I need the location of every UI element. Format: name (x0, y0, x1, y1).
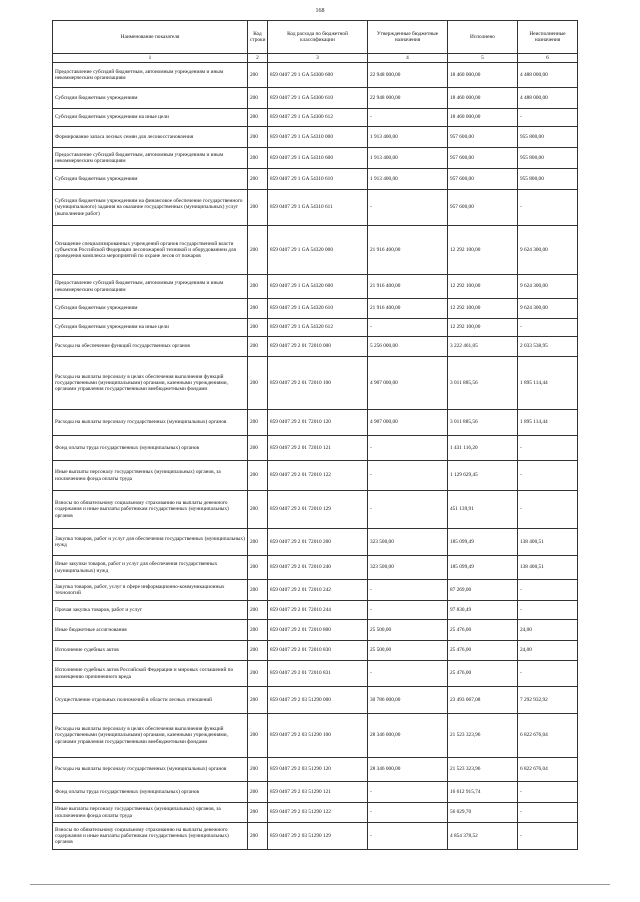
row-unexecuted-cell: 2 033 538,95 (518, 337, 578, 357)
table-row (53, 109, 578, 127)
table-row (53, 88, 578, 109)
row-unexecuted-cell: 955 800,00 (518, 169, 578, 190)
row-approved-cell: - (368, 601, 448, 620)
row-code-cell: 200 (248, 109, 268, 127)
table-row (53, 190, 578, 226)
table-row (53, 275, 578, 299)
row-kbk-cell: 859 0407 29 2 03 51290 120 (268, 758, 368, 782)
column-number: 3 (268, 54, 368, 63)
row-unexecuted-cell: - (518, 803, 578, 823)
table-row (53, 357, 578, 410)
row-code-cell: 200 (248, 169, 268, 190)
row-approved-cell: 30 786 000,00 (368, 687, 448, 714)
row-name-cell: Взносы по обязательному социальному страхованию на выплаты денежного содержания и иные выплаты работникам государственных (муниципальных) органов (53, 491, 248, 529)
row-executed-cell: 12 292 100,00 (448, 226, 518, 275)
column-number: 5 (448, 54, 518, 63)
row-executed-cell: 12 292 100,00 (448, 299, 518, 319)
table-row (53, 823, 578, 850)
row-code-cell: 200 (248, 803, 268, 823)
row-name-cell: Взносы по обязательному социальному страхованию на выплаты денежного содержания и иные выплаты работникам государственных (муниципальных) органов (53, 823, 248, 850)
row-name-cell: Расходы на выплаты персоналу государственных (муниципальных) органов (53, 758, 248, 782)
row-kbk-cell: 859 0407 29 2 01 72010 240 (268, 556, 368, 580)
row-kbk-cell: 859 0407 29 1 GA 54310 000 (268, 127, 368, 148)
row-unexecuted-cell: 955 800,00 (518, 127, 578, 148)
row-executed-cell: 3 222 461,05 (448, 337, 518, 357)
row-kbk-cell: 859 0407 29 1 GA 54320 612 (268, 319, 368, 337)
row-kbk-cell: 859 0407 29 2 01 72010 129 (268, 491, 368, 529)
row-name-cell: Предоставление субсидий бюджетным, автономным учреждениям и иным некоммерческим организациям (53, 275, 248, 299)
row-approved-cell: 25 500,00 (368, 641, 448, 661)
row-executed-cell: 18 460 000,00 (448, 88, 518, 109)
row-name-cell: Осуществление отдельных полномочий в области лесных отношений (53, 687, 248, 714)
row-kbk-cell: 859 0407 29 2 01 72010 000 (268, 337, 368, 357)
row-unexecuted-cell: - (518, 580, 578, 601)
row-kbk-cell: 859 0407 29 2 01 72010 830 (268, 641, 368, 661)
row-code-cell: 200 (248, 275, 268, 299)
row-unexecuted-cell: - (518, 491, 578, 529)
row-code-cell: 200 (248, 823, 268, 850)
row-kbk-cell: 859 0407 29 2 03 51290 000 (268, 687, 368, 714)
row-code-cell: 200 (248, 758, 268, 782)
row-unexecuted-cell: - (518, 461, 578, 491)
table-row (53, 714, 578, 758)
row-approved-cell: - (368, 782, 448, 803)
row-code-cell: 200 (248, 410, 268, 436)
row-name-cell: Иные закупки товаров, работ и услуг для обеспечения государственных (муниципальных) нужд (53, 556, 248, 580)
row-code-cell: 200 (248, 127, 268, 148)
row-name-cell: Исполнение судебных актов (53, 641, 248, 661)
row-approved-cell: 323 500,00 (368, 556, 448, 580)
row-executed-cell: 25 476,00 (448, 620, 518, 641)
table-row (53, 758, 578, 782)
column-numbers-row (53, 54, 578, 63)
row-unexecuted-cell: 138 400,51 (518, 556, 578, 580)
row-approved-cell: - (368, 803, 448, 823)
row-code-cell: 200 (248, 63, 268, 88)
row-code-cell: 200 (248, 782, 268, 803)
row-kbk-cell: 859 0407 29 1 GA 54310 611 (268, 190, 368, 226)
row-executed-cell: 97 830,49 (448, 601, 518, 620)
header-approved: Утвержденные бюджетные назначения (368, 21, 448, 54)
header-unexecuted: Неисполненные назначения (518, 21, 578, 54)
table-row (53, 491, 578, 529)
row-unexecuted-cell: - (518, 319, 578, 337)
row-unexecuted-cell: 955 800,00 (518, 148, 578, 169)
row-executed-cell: 12 292 100,00 (448, 319, 518, 337)
row-approved-cell: - (368, 491, 448, 529)
table-row (53, 169, 578, 190)
row-executed-cell: 185 099,49 (448, 529, 518, 556)
row-unexecuted-cell: 24,00 (518, 620, 578, 641)
row-approved-cell: - (368, 436, 448, 461)
row-name-cell: Субсидии бюджетным учреждениям на иные цели (53, 319, 248, 337)
row-name-cell: Субсидии бюджетным учреждениям (53, 169, 248, 190)
row-code-cell: 200 (248, 357, 268, 410)
page-number: 168 (315, 8, 325, 14)
row-executed-cell: 4 854 378,52 (448, 823, 518, 850)
row-executed-cell: 87 269,00 (448, 580, 518, 601)
table-row (53, 641, 578, 661)
row-executed-cell: 1 129 629,45 (448, 461, 518, 491)
row-executed-cell: 25 476,00 (448, 661, 518, 687)
table-row (53, 410, 578, 436)
row-kbk-cell: 859 0407 29 1 GA 54300 600 (268, 63, 368, 88)
row-unexecuted-cell: 9 624 300,00 (518, 226, 578, 275)
table-row (53, 620, 578, 641)
row-kbk-cell: 859 0407 29 1 GA 54310 600 (268, 148, 368, 169)
row-approved-cell: - (368, 823, 448, 850)
row-approved-cell: - (368, 580, 448, 601)
header-kbk: Код расхода по бюджетной классификации (268, 21, 368, 54)
row-approved-cell: 4 907 000,00 (368, 410, 448, 436)
row-executed-cell: 21 523 323,96 (448, 714, 518, 758)
row-kbk-cell: 859 0407 29 2 03 51290 100 (268, 714, 368, 758)
table-row (53, 461, 578, 491)
row-code-cell: 200 (248, 714, 268, 758)
row-kbk-cell: 859 0407 29 2 01 72010 121 (268, 436, 368, 461)
row-name-cell: Расходы на выплаты персоналу в целях обеспечения выполнения функций государственными (муниципальными) органами, казенными учреждениями, органами управления государственными внебюджетными фондами (53, 357, 248, 410)
row-kbk-cell: 859 0407 29 2 01 72010 120 (268, 410, 368, 436)
table-row (53, 687, 578, 714)
row-unexecuted-cell: 24,00 (518, 641, 578, 661)
row-code-cell: 200 (248, 491, 268, 529)
row-unexecuted-cell: 138 400,51 (518, 529, 578, 556)
row-approved-cell: 25 500,00 (368, 620, 448, 641)
row-code-cell: 200 (248, 337, 268, 357)
row-code-cell: 200 (248, 661, 268, 687)
row-name-cell: Оснащение специализированных учреждений органов государственной власти субъектов Российской Федерации лесопожарной техникой и оборудованием для проведения комплекса мероприятий по охране лесов от пожаров (53, 226, 248, 275)
row-approved-cell: - (368, 461, 448, 491)
row-approved-cell: 28 346 000,00 (368, 714, 448, 758)
row-approved-cell: 1 913 400,00 (368, 148, 448, 169)
row-approved-cell: 22 948 000,00 (368, 88, 448, 109)
row-kbk-cell: 859 0407 29 2 03 51290 129 (268, 823, 368, 850)
table-row (53, 436, 578, 461)
row-unexecuted-cell: 4 488 000,00 (518, 88, 578, 109)
row-executed-cell: 23 493 067,08 (448, 687, 518, 714)
row-name-cell: Расходы на выплаты персоналу государственных (муниципальных) органов (53, 410, 248, 436)
row-executed-cell: 957 600,00 (448, 190, 518, 226)
header-name: Наименование показателя (53, 21, 248, 54)
row-kbk-cell: 859 0407 29 2 01 72010 122 (268, 461, 368, 491)
column-number: 2 (248, 54, 268, 63)
row-kbk-cell: 859 0407 29 2 01 72010 200 (268, 529, 368, 556)
row-approved-cell: 21 916 400,00 (368, 275, 448, 299)
row-executed-cell: 18 460 000,00 (448, 63, 518, 88)
row-unexecuted-cell: - (518, 661, 578, 687)
row-kbk-cell: 859 0407 29 1 GA 54310 610 (268, 169, 368, 190)
row-unexecuted-cell: - (518, 436, 578, 461)
column-number: 6 (518, 54, 578, 63)
row-code-cell: 200 (248, 299, 268, 319)
row-code-cell: 200 (248, 436, 268, 461)
row-name-cell: Прочая закупка товаров, работ и услуг (53, 601, 248, 620)
row-executed-cell: 3 011 885,56 (448, 357, 518, 410)
row-code-cell: 200 (248, 580, 268, 601)
row-code-cell: 200 (248, 148, 268, 169)
table-row (53, 556, 578, 580)
row-unexecuted-cell: 4 488 000,00 (518, 63, 578, 88)
row-code-cell: 200 (248, 461, 268, 491)
row-name-cell: Субсидии бюджетным учреждениям на финансовое обеспечение государственного (муниципального) задания на оказание государственных (муниципальных) услуг (выполнение работ) (53, 190, 248, 226)
row-name-cell: Расходы на обеспечение функций государственных органов (53, 337, 248, 357)
row-name-cell: Субсидии бюджетным учреждениям (53, 88, 248, 109)
row-unexecuted-cell: - (518, 782, 578, 803)
table-row (53, 661, 578, 687)
row-code-cell: 200 (248, 190, 268, 226)
row-kbk-cell: 859 0407 29 2 01 72010 800 (268, 620, 368, 641)
row-name-cell: Иные бюджетные ассигнования (53, 620, 248, 641)
row-name-cell: Предоставление субсидий бюджетным, автономным учреждениям и иным некоммерческим организациям (53, 63, 248, 88)
row-executed-cell: 18 460 000,00 (448, 109, 518, 127)
row-unexecuted-cell: - (518, 109, 578, 127)
row-approved-cell: 21 916 400,00 (368, 299, 448, 319)
row-code-cell: 200 (248, 226, 268, 275)
row-executed-cell: 3 011 885,56 (448, 410, 518, 436)
row-name-cell: Фонд оплаты труда государственных (муниципальных) органов (53, 782, 248, 803)
row-name-cell: Закупка товаров, работ, услуг в сфере информационно-коммуникационных технологий (53, 580, 248, 601)
row-unexecuted-cell: - (518, 601, 578, 620)
table-row (53, 337, 578, 357)
row-approved-cell: - (368, 319, 448, 337)
row-kbk-cell: 859 0407 29 2 01 72010 100 (268, 357, 368, 410)
table-row (53, 63, 578, 88)
row-executed-cell: 451 139,91 (448, 491, 518, 529)
row-name-cell: Формирование запаса лесных семян для лесовосстановления (53, 127, 248, 148)
row-executed-cell: 56 029,70 (448, 803, 518, 823)
row-kbk-cell: 859 0407 29 2 03 51290 122 (268, 803, 368, 823)
row-unexecuted-cell: 9 624 300,00 (518, 299, 578, 319)
row-approved-cell: 1 913 400,00 (368, 169, 448, 190)
row-kbk-cell: 859 0407 29 2 01 72010 831 (268, 661, 368, 687)
row-name-cell: Исполнение судебных актов Российской Федерации и мировых соглашений по возмещению причиненного вреда (53, 661, 248, 687)
row-approved-cell: 28 346 000,00 (368, 758, 448, 782)
row-code-cell: 200 (248, 529, 268, 556)
page-bottom-divider (30, 884, 610, 885)
row-unexecuted-cell: 6 822 676,04 (518, 758, 578, 782)
row-kbk-cell: 859 0407 29 1 GA 54320 000 (268, 226, 368, 275)
row-name-cell: Предоставление субсидий бюджетным, автономным учреждениям и иным некоммерческим организациям (53, 148, 248, 169)
row-name-cell: Фонд оплаты труда государственных (муниципальных) органов (53, 436, 248, 461)
row-executed-cell: 957 600,00 (448, 148, 518, 169)
table-body (53, 63, 578, 850)
table-row (53, 226, 578, 275)
row-approved-cell: 1 913 400,00 (368, 127, 448, 148)
row-approved-cell: 5 256 000,00 (368, 337, 448, 357)
column-number: 4 (368, 54, 448, 63)
row-approved-cell: 22 948 000,00 (368, 63, 448, 88)
row-code-cell: 200 (248, 620, 268, 641)
table-header-row (53, 21, 578, 54)
row-unexecuted-cell: 6 822 676,04 (518, 714, 578, 758)
row-kbk-cell: 859 0407 29 1 GA 54320 610 (268, 299, 368, 319)
budget-report-table (52, 20, 578, 850)
row-approved-cell: 323 500,00 (368, 529, 448, 556)
row-unexecuted-cell: 9 624 300,00 (518, 275, 578, 299)
row-executed-cell: 1 431 116,20 (448, 436, 518, 461)
row-code-cell: 200 (248, 641, 268, 661)
row-name-cell: Субсидии бюджетным учреждениям (53, 299, 248, 319)
row-approved-cell: 4 907 000,00 (368, 357, 448, 410)
row-executed-cell: 185 099,49 (448, 556, 518, 580)
row-executed-cell: 16 612 915,74 (448, 782, 518, 803)
row-name-cell: Иные выплаты персоналу государственных (муниципальных) органов, за исключением фонда оплаты труда (53, 803, 248, 823)
table-row (53, 319, 578, 337)
row-name-cell: Иные выплаты персоналу государственных (муниципальных) органов, за исключением фонда оплаты труда (53, 461, 248, 491)
row-approved-cell: - (368, 109, 448, 127)
table-row (53, 782, 578, 803)
row-executed-cell: 21 523 323,96 (448, 758, 518, 782)
row-kbk-cell: 859 0407 29 1 GA 54300 612 (268, 109, 368, 127)
row-executed-cell: 957 600,00 (448, 169, 518, 190)
table-row (53, 148, 578, 169)
table-row (53, 299, 578, 319)
column-number: 1 (53, 54, 248, 63)
table-row (53, 580, 578, 601)
row-code-cell: 200 (248, 88, 268, 109)
row-kbk-cell: 859 0407 29 1 GA 54320 600 (268, 275, 368, 299)
table-row (53, 803, 578, 823)
row-name-cell: Субсидии бюджетным учреждениям на иные цели (53, 109, 248, 127)
row-code-cell: 200 (248, 687, 268, 714)
row-unexecuted-cell: 1 895 114,44 (518, 410, 578, 436)
row-kbk-cell: 859 0407 29 2 01 72010 244 (268, 601, 368, 620)
row-unexecuted-cell: - (518, 823, 578, 850)
row-approved-cell: - (368, 190, 448, 226)
row-unexecuted-cell: 1 895 114,44 (518, 357, 578, 410)
row-executed-cell: 25 476,00 (448, 641, 518, 661)
row-name-cell: Закупка товаров, работ и услуг для обеспечения государственных (муниципальных) нужд (53, 529, 248, 556)
row-code-cell: 200 (248, 319, 268, 337)
row-approved-cell: - (368, 661, 448, 687)
table-row (53, 529, 578, 556)
row-executed-cell: 957 600,00 (448, 127, 518, 148)
row-code-cell: 200 (248, 601, 268, 620)
row-approved-cell: 21 916 400,00 (368, 226, 448, 275)
row-kbk-cell: 859 0407 29 1 GA 54300 610 (268, 88, 368, 109)
header-executed: Исполнено (448, 21, 518, 54)
row-kbk-cell: 859 0407 29 2 03 51290 121 (268, 782, 368, 803)
header-code: Код строки (248, 21, 268, 54)
row-name-cell: Расходы на выплаты персоналу в целях обеспечения выполнения функций государственными (муниципальными) органами, казенными учреждениями, органами управления государственными внебюджетными фондами (53, 714, 248, 758)
row-executed-cell: 12 292 100,00 (448, 275, 518, 299)
row-kbk-cell: 859 0407 29 2 01 72010 242 (268, 580, 368, 601)
table-row (53, 127, 578, 148)
table-row (53, 601, 578, 620)
row-unexecuted-cell: 7 292 932,92 (518, 687, 578, 714)
row-unexecuted-cell: - (518, 190, 578, 226)
row-code-cell: 200 (248, 556, 268, 580)
